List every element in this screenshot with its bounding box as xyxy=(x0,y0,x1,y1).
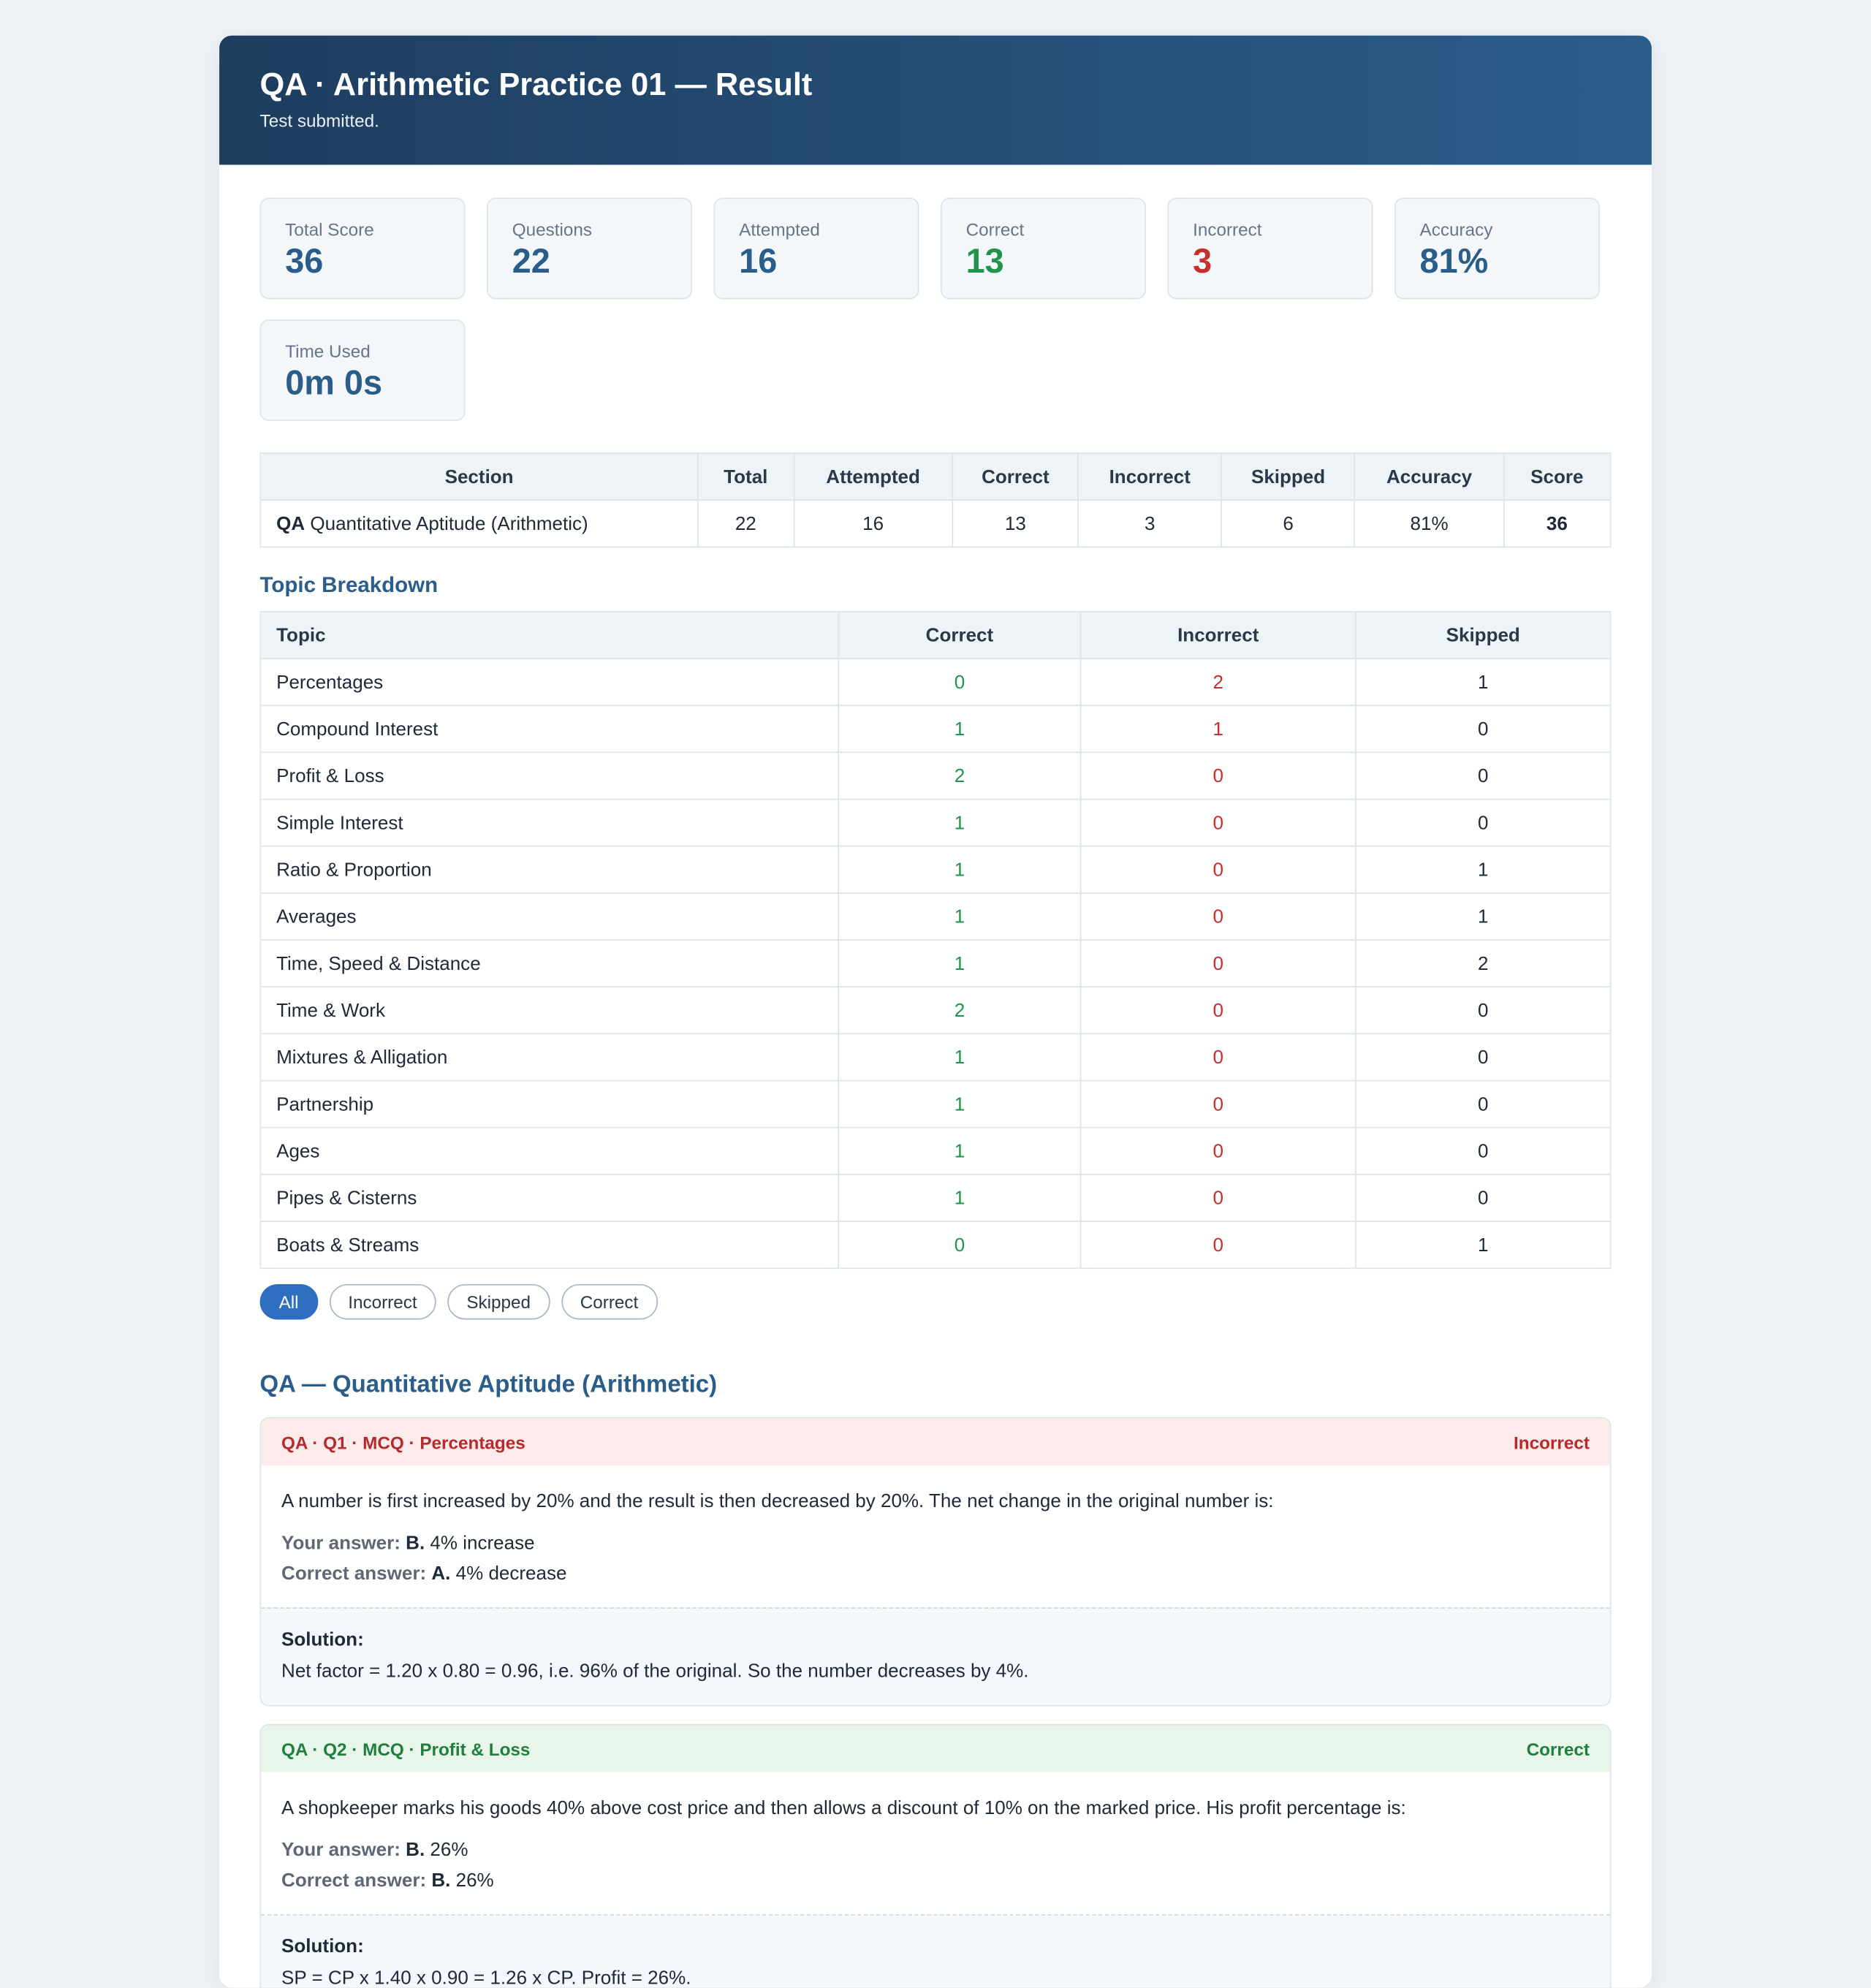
correct-count: 0 xyxy=(838,659,1080,705)
incorrect-count: 0 xyxy=(1081,1033,1356,1080)
solution-box xyxy=(261,1914,1609,1988)
question-header xyxy=(261,1419,1609,1465)
table-row xyxy=(260,940,1610,987)
filter-skipped-button[interactable]: Skipped xyxy=(447,1284,550,1320)
table-cell: 16 xyxy=(794,500,953,547)
your-answer xyxy=(281,1835,1590,1866)
your-answer-label: Your answer: xyxy=(281,1839,401,1862)
stat-label: Time Used xyxy=(285,341,371,362)
incorrect-count: 1 xyxy=(1081,705,1356,752)
table-row xyxy=(260,705,1610,752)
table-cell: 6 xyxy=(1221,500,1355,547)
section-heading: QA — Quantitative Aptitude (Arithmetic) xyxy=(259,1371,718,1399)
incorrect-count: 0 xyxy=(1081,1128,1356,1175)
your-answer xyxy=(281,1529,1590,1560)
result-header xyxy=(219,36,1652,165)
stat-value: 0m 0s xyxy=(285,363,383,402)
stats-grid xyxy=(260,198,1612,421)
skipped-count: 0 xyxy=(1356,1175,1611,1221)
table-row xyxy=(260,987,1610,1033)
solution-box xyxy=(261,1607,1609,1705)
stat-value: 16 xyxy=(739,242,778,281)
section-cell xyxy=(260,500,697,547)
table-cell: 22 xyxy=(698,500,794,547)
correct-answer-option: A. xyxy=(431,1563,451,1585)
correct-count: 1 xyxy=(838,1033,1080,1080)
topic-name: Mixtures & Alligation xyxy=(260,1033,838,1080)
incorrect-count: 0 xyxy=(1081,1081,1356,1128)
question-card xyxy=(260,1417,1612,1706)
table-header: Total xyxy=(698,453,794,500)
solution-text: SP = CP x 1.40 x 0.90 = 1.26 x CP. Profit = 26%. xyxy=(281,1967,691,1988)
question-card xyxy=(260,1724,1612,1988)
skipped-count: 2 xyxy=(1356,940,1611,987)
topic-name: Averages xyxy=(260,893,838,940)
table-row xyxy=(260,893,1610,940)
topic-name: Ratio & Proportion xyxy=(260,846,838,893)
correct-answer-text: 4% decrease xyxy=(450,1563,567,1585)
page-subtitle: Test submitted. xyxy=(259,110,379,131)
topic-breakdown-title: Topic Breakdown xyxy=(259,572,439,597)
table-header: Accuracy xyxy=(1355,453,1503,500)
incorrect-count: 0 xyxy=(1081,893,1356,940)
correct-count: 1 xyxy=(838,846,1080,893)
your-answer-label: Your answer: xyxy=(281,1532,401,1555)
table-header: Incorrect xyxy=(1078,453,1221,500)
incorrect-count: 0 xyxy=(1081,1221,1356,1268)
incorrect-count: 0 xyxy=(1081,846,1356,893)
correct-count: 2 xyxy=(838,987,1080,1033)
table-cell: 3 xyxy=(1078,500,1221,547)
correct-count: 1 xyxy=(838,893,1080,940)
topic-name: Compound Interest xyxy=(260,705,838,752)
correct-answer xyxy=(281,1866,1590,1897)
table-header-row xyxy=(260,453,1610,500)
skipped-count: 0 xyxy=(1356,800,1611,846)
your-answer-text: 4% increase xyxy=(425,1532,535,1555)
question-header xyxy=(261,1726,1609,1772)
incorrect-count: 0 xyxy=(1081,1175,1356,1221)
skipped-count: 0 xyxy=(1356,1081,1611,1128)
skipped-count: 0 xyxy=(1356,1033,1611,1080)
correct-count: 2 xyxy=(838,752,1080,799)
skipped-count: 1 xyxy=(1356,846,1611,893)
stat-value: 36 xyxy=(285,242,324,281)
question-status: Incorrect xyxy=(1514,1432,1590,1452)
solution-label: Solution: xyxy=(281,1628,364,1651)
stat-label: Accuracy xyxy=(1419,219,1493,240)
question-tag: QA · Q1 · MCQ · Percentages xyxy=(281,1432,525,1452)
topic-name: Simple Interest xyxy=(260,800,838,846)
question-filter-bar xyxy=(260,1284,1612,1320)
section-summary-table xyxy=(260,452,1612,547)
stat-label: Incorrect xyxy=(1193,219,1262,240)
table-header-row xyxy=(260,612,1610,659)
stat-accuracy xyxy=(1394,198,1600,300)
incorrect-count: 2 xyxy=(1081,659,1356,705)
solution-label: Solution: xyxy=(281,1935,364,1957)
skipped-count: 0 xyxy=(1356,705,1611,752)
skipped-count: 0 xyxy=(1356,987,1611,1033)
skipped-count: 1 xyxy=(1356,659,1611,705)
topic-name: Ages xyxy=(260,1128,838,1175)
table-row xyxy=(260,1175,1610,1221)
correct-answer-option: B. xyxy=(431,1870,451,1892)
stat-label: Questions xyxy=(512,219,593,240)
table-row xyxy=(260,1081,1610,1128)
stat-value: 22 xyxy=(512,242,550,281)
topic-name: Time, Speed & Distance xyxy=(260,940,838,987)
table-row xyxy=(260,659,1610,705)
table-header: Correct xyxy=(838,612,1080,659)
stat-label: Correct xyxy=(965,219,1025,240)
result-card xyxy=(219,36,1652,1988)
correct-count: 0 xyxy=(838,1221,1080,1268)
skipped-count: 0 xyxy=(1356,752,1611,799)
table-row xyxy=(260,1221,1610,1268)
correct-answer-text: 26% xyxy=(450,1870,494,1892)
table-row xyxy=(260,1128,1610,1175)
stat-total-score xyxy=(260,198,466,300)
stat-value: 81% xyxy=(1419,242,1489,281)
correct-count: 1 xyxy=(838,940,1080,987)
correct-answer-label: Correct answer: xyxy=(281,1870,427,1892)
table-row xyxy=(260,752,1610,799)
table-header: Incorrect xyxy=(1081,612,1356,659)
correct-count: 1 xyxy=(838,1128,1080,1175)
correct-count: 1 xyxy=(838,1175,1080,1221)
stat-incorrect xyxy=(1167,198,1373,300)
topic-name: Time & Work xyxy=(260,987,838,1033)
page-title: QA · Arithmetic Practice 01 — Result xyxy=(259,67,813,103)
incorrect-count: 0 xyxy=(1081,800,1356,846)
skipped-count: 1 xyxy=(1356,893,1611,940)
correct-answer-label: Correct answer: xyxy=(281,1563,427,1585)
section-name: Quantitative Aptitude (Arithmetic) xyxy=(310,512,588,535)
table-header: Section xyxy=(260,453,697,500)
stat-value: 13 xyxy=(965,242,1004,281)
table-row xyxy=(260,800,1610,846)
your-answer-option: B. xyxy=(406,1839,425,1862)
table-cell: 81% xyxy=(1355,500,1503,547)
stat-correct xyxy=(941,198,1146,300)
table-header: Score xyxy=(1503,453,1610,500)
stat-time-used xyxy=(260,319,466,421)
incorrect-count: 0 xyxy=(1081,752,1356,799)
incorrect-count: 0 xyxy=(1081,940,1356,987)
table-header: Skipped xyxy=(1356,612,1611,659)
stat-label: Total Score xyxy=(285,219,374,240)
correct-answer xyxy=(281,1559,1590,1590)
topic-name: Partnership xyxy=(260,1081,838,1128)
your-answer-text: 26% xyxy=(425,1839,468,1862)
correct-count: 1 xyxy=(838,705,1080,752)
topic-name: Profit & Loss xyxy=(260,752,838,799)
filter-incorrect-button[interactable]: Incorrect xyxy=(329,1284,436,1320)
your-answer-option: B. xyxy=(406,1532,425,1555)
filter-all-button[interactable]: All xyxy=(260,1284,318,1320)
table-header: Skipped xyxy=(1221,453,1355,500)
topic-breakdown-table xyxy=(260,611,1612,1269)
filter-correct-button[interactable]: Correct xyxy=(561,1284,658,1320)
table-row xyxy=(260,846,1610,893)
table-cell: 13 xyxy=(952,500,1078,547)
incorrect-count: 0 xyxy=(1081,987,1356,1033)
skipped-count: 0 xyxy=(1356,1128,1611,1175)
table-cell xyxy=(1503,500,1610,547)
question-text: A number is first increased by 20% and the result is then decreased by 20%. The net change in the original number is: xyxy=(281,1490,1274,1513)
skipped-count: 1 xyxy=(1356,1221,1611,1268)
solution-text: Net factor = 1.20 x 0.80 = 0.96, i.e. 96% of the original. So the number decreases by 4%. xyxy=(281,1661,1029,1682)
question-status: Correct xyxy=(1526,1738,1590,1759)
question-body xyxy=(261,1772,1609,1914)
topic-name: Boats & Streams xyxy=(260,1221,838,1268)
table-header: Attempted xyxy=(794,453,953,500)
correct-count: 1 xyxy=(838,800,1080,846)
section-code: QA xyxy=(276,512,305,535)
table-row xyxy=(260,1033,1610,1080)
stat-attempted xyxy=(713,198,919,300)
stat-label: Attempted xyxy=(739,219,820,240)
question-text: A shopkeeper marks his goods 40% above cost price and then allows a discount of 10% on the marked price. His profit percentage is: xyxy=(281,1797,1406,1819)
score-value: 36 xyxy=(1546,512,1568,535)
topic-name: Pipes & Cisterns xyxy=(260,1175,838,1221)
stat-questions xyxy=(487,198,692,300)
question-body xyxy=(261,1465,1609,1607)
correct-count: 1 xyxy=(838,1081,1080,1128)
question-tag: QA · Q2 · MCQ · Profit & Loss xyxy=(281,1738,531,1759)
stat-value: 3 xyxy=(1193,242,1212,281)
table-header: Topic xyxy=(260,612,838,659)
table-header: Correct xyxy=(952,453,1078,500)
topic-name: Percentages xyxy=(260,659,838,705)
table-row xyxy=(260,500,1610,547)
